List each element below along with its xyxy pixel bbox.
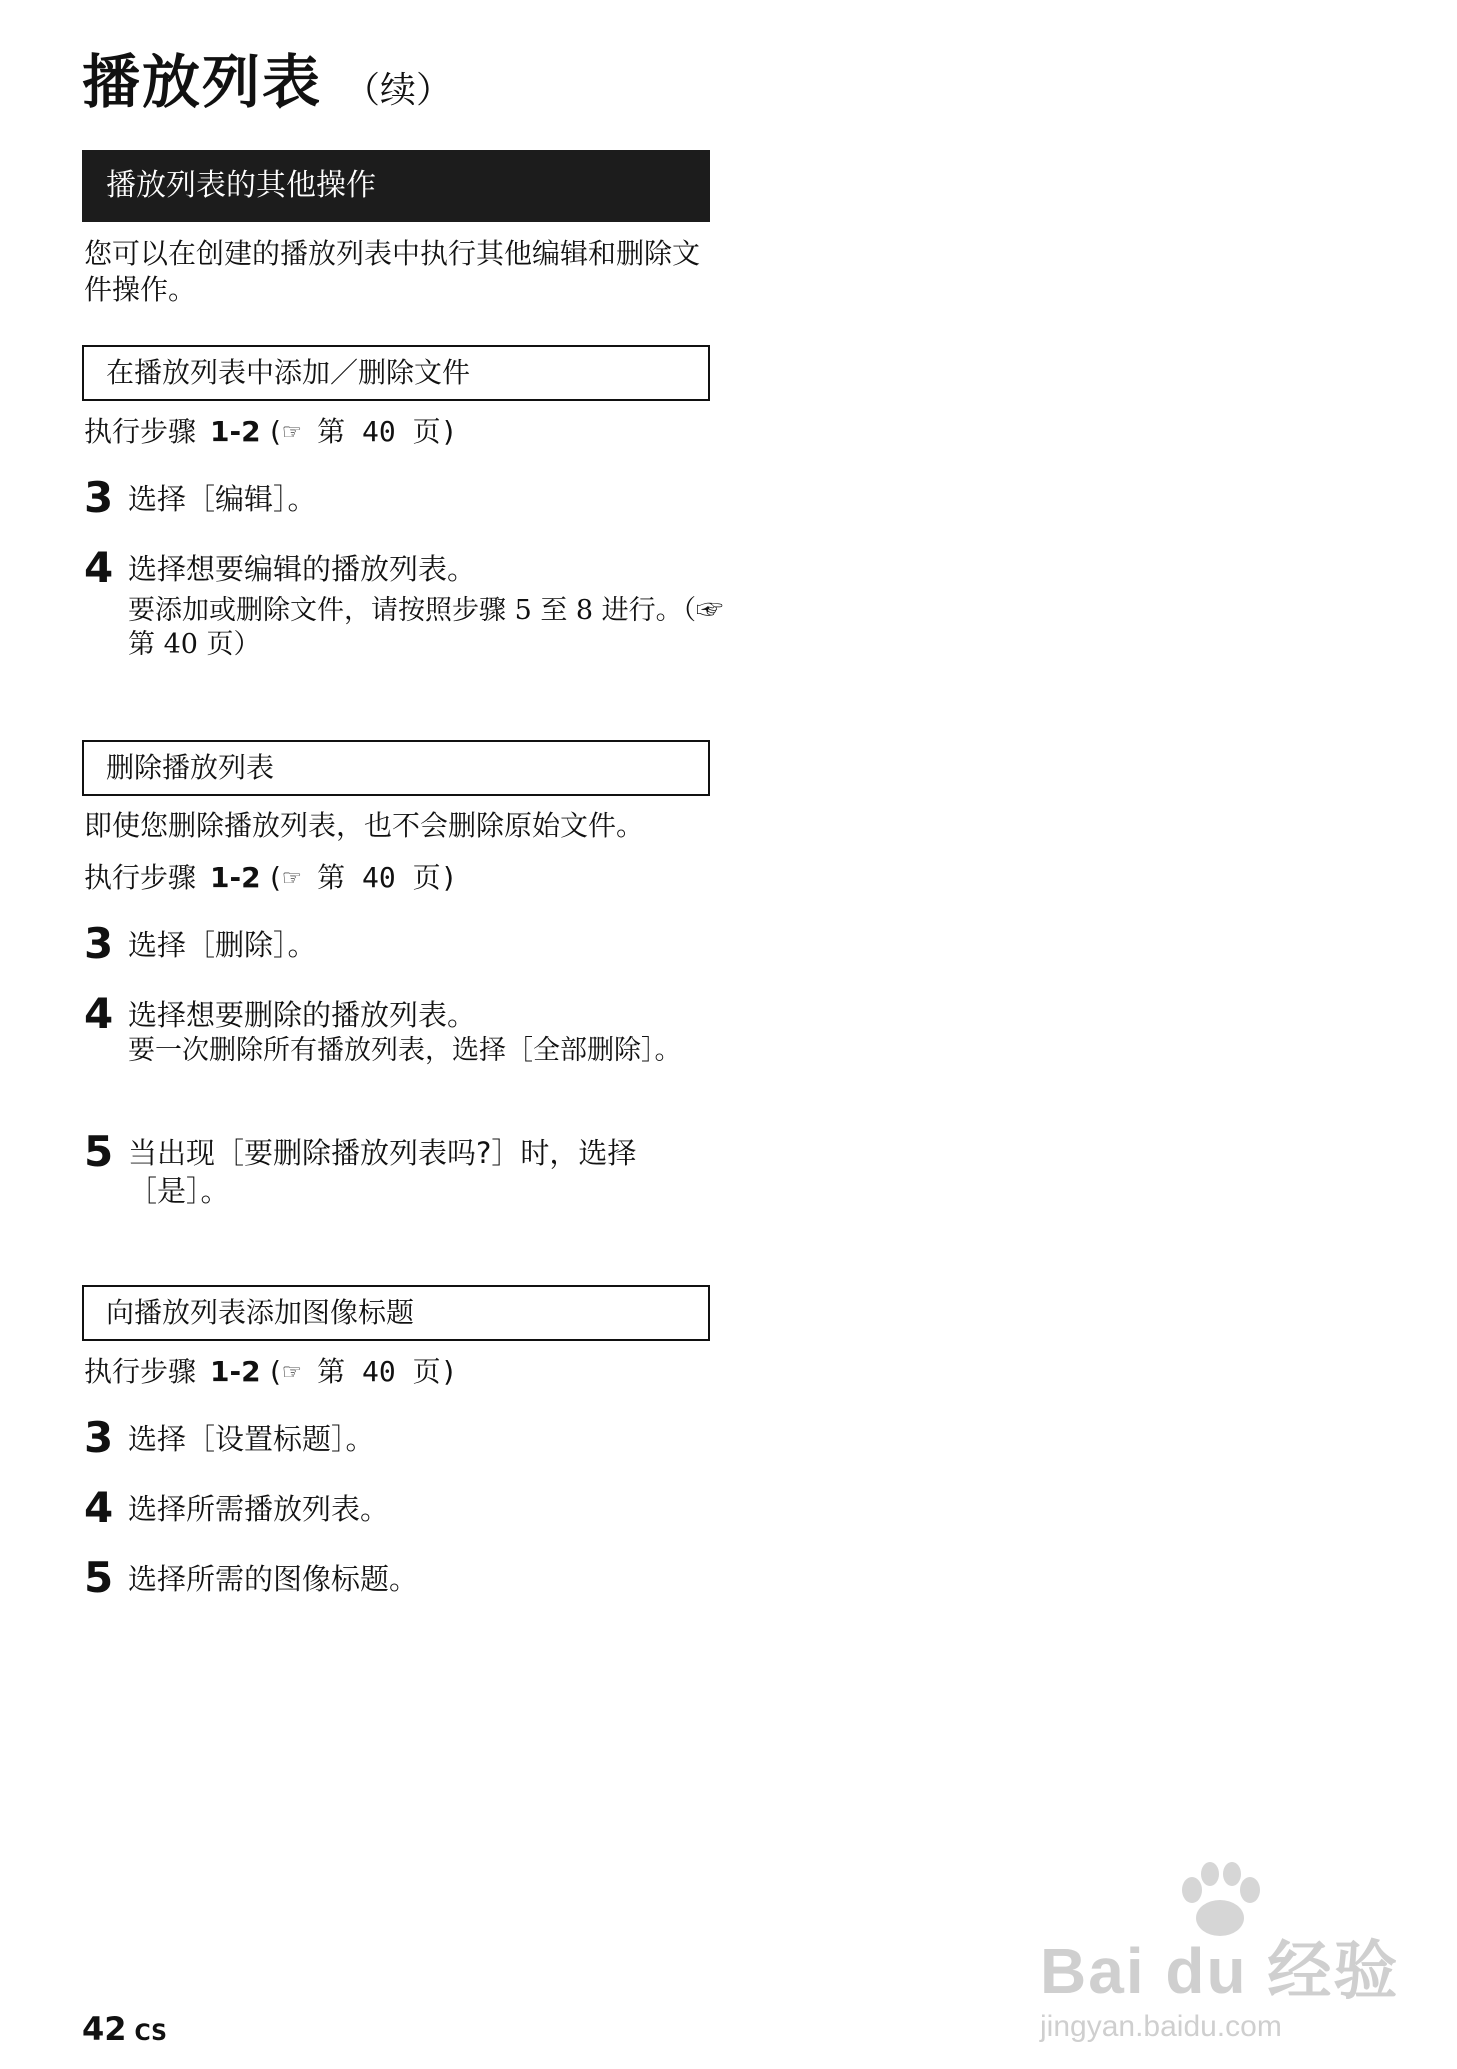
step-number: 4 bbox=[84, 1483, 114, 1532]
step-text: 选择所需的图像标题。 bbox=[128, 1562, 419, 1596]
page-number: 42 CS bbox=[82, 2010, 167, 2048]
step-text: 选择［删除］。 bbox=[128, 928, 317, 962]
step-note: 要添加或删除文件，请按照步骤 5 至 8 进行。（☞ 第 40 页） bbox=[128, 595, 724, 660]
step-number: 5 bbox=[84, 1553, 114, 1602]
section-heading-add-delete: 在播放列表中添加／删除文件 bbox=[82, 345, 710, 401]
step-number: 3 bbox=[84, 919, 114, 968]
exec-steps-line: 执行步骤 1-2 (☞ 第 40 页) bbox=[84, 415, 458, 448]
watermark-brand: Bai du 经验 bbox=[1040, 1935, 1400, 2007]
step-text: 选择［编辑］。 bbox=[128, 482, 317, 516]
step-text: 选择想要编辑的播放列表。 bbox=[128, 552, 477, 586]
watermark-url: jingyan.baidu.com bbox=[1040, 2010, 1282, 2043]
section-heading-delete-playlist: 删除播放列表 bbox=[82, 740, 710, 796]
page-subtitle: （续） bbox=[344, 70, 453, 111]
baidu-watermark bbox=[1030, 1860, 1430, 2060]
step-text: 选择想要删除的播放列表。 bbox=[128, 998, 477, 1032]
step-number: 5 bbox=[84, 1127, 114, 1176]
step-number: 4 bbox=[84, 543, 114, 592]
exec-steps-line: 执行步骤 1-2 (☞ 第 40 页) bbox=[84, 1355, 458, 1388]
exec-steps-line: 执行步骤 1-2 (☞ 第 40 页) bbox=[84, 861, 458, 894]
step-note: 要一次删除所有播放列表，选择［全部删除］。 bbox=[128, 1035, 682, 1066]
page-title-text: 播放列表 bbox=[82, 48, 323, 116]
intro-text: 您可以在创建的播放列表中执行其他编辑和删除文件操作。 bbox=[84, 237, 701, 306]
section-pretext: 即使您删除播放列表，也不会删除原始文件。 bbox=[84, 809, 645, 842]
section-heading-add-title: 向播放列表添加图像标题 bbox=[82, 1285, 710, 1341]
step-number: 3 bbox=[84, 473, 114, 522]
page-title bbox=[82, 42, 452, 131]
step-number: 4 bbox=[84, 989, 114, 1038]
step-text: 当出现［要删除播放列表吗?］时，选择［是］。 bbox=[128, 1136, 637, 1208]
step-text: 选择所需播放列表。 bbox=[128, 1492, 390, 1526]
step-text: 选择［设置标题］。 bbox=[128, 1422, 375, 1456]
section-banner: 播放列表的其他操作 bbox=[82, 150, 710, 222]
step-number: 3 bbox=[84, 1413, 114, 1462]
